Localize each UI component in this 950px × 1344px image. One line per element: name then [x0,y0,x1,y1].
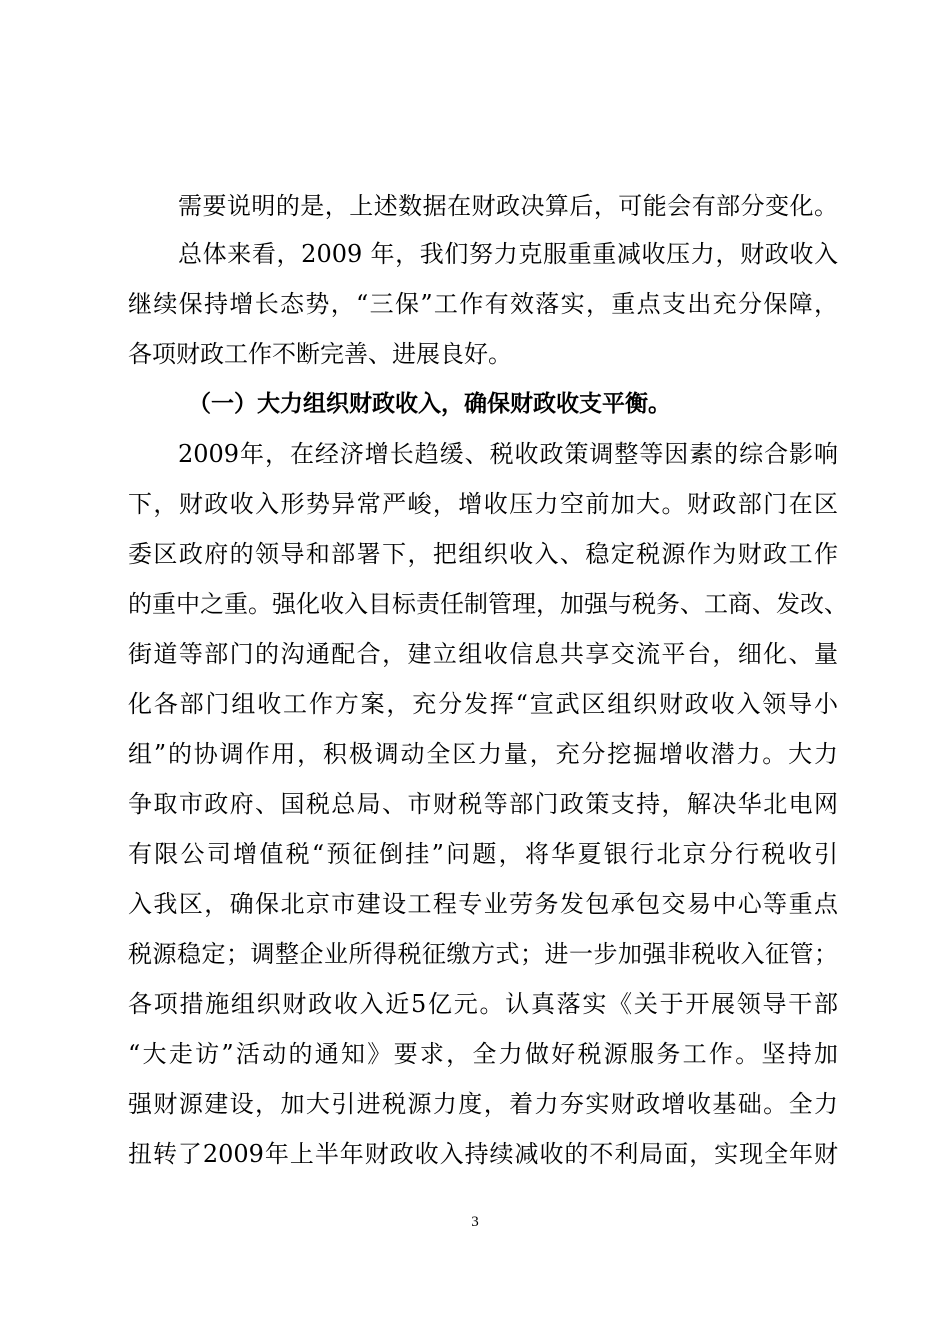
paragraph-body-line-13: “大走访”活动的通知》要求，全力做好税源服务工作。坚持加 [128,1040,838,1068]
paragraph-summary-line-2: 继续保持增长态势，“三保”工作有效落实，重点支出充分保障， [128,290,838,318]
paragraph-body-line-2: 下，财政收入形势异常严峻，增收压力空前加大。财政部门在区 [128,490,838,518]
paragraph-body-line-4: 的重中之重。强化收入目标责任制管理，加强与税务、工商、发改、 [128,590,848,618]
paragraph-body-line-14: 强财源建设，加大引进税源力度，着力夯实财政增收基础。全力 [128,1090,838,1118]
paragraph-body-line-1: 2009年，在经济增长趋缓、税收政策调整等因素的综合影响 [178,440,838,468]
paragraph-body-line-15: 扭转了2009年上半年财政收入持续减收的不利局面，实现全年财 [128,1140,838,1168]
paragraph-body-line-6: 化各部门组收工作方案，充分发挥“宣武区组织财政收入领导小 [128,690,838,718]
paragraph-summary-line-3: 各项财政工作不断完善、进展良好。 [128,340,512,368]
page-number: 3 [471,1214,479,1230]
paragraph-body-line-10: 入我区，确保北京市建设工程专业劳务发包承包交易中心等重点 [128,890,838,918]
paragraph-body-line-11: 税源稳定；调整企业所得税征缴方式；进一步加强非税收入征管； [128,940,838,968]
section-heading: （一）大力组织财政收入，确保财政收支平衡。 [188,391,671,417]
paragraph-body-line-7: 组”的协调作用，积极调动全区力量，充分挖掘增收潜力。大力 [128,740,838,768]
paragraph-body-line-12: 各项措施组织财政收入近5亿元。认真落实《关于开展领导干部 [128,990,838,1018]
paragraph-body-line-8: 争取市政府、国税总局、市财税等部门政策支持，解决华北电网 [128,790,838,818]
paragraph-body-line-9: 有限公司增值税“预征倒挂”问题，将华夏银行北京分行税收引 [128,840,838,868]
paragraph-note-line-1: 需要说明的是，上述数据在财政决算后，可能会有部分变化。 [178,192,838,220]
paragraph-body-line-5: 街道等部门的沟通配合，建立组收信息共享交流平台，细化、量 [128,640,838,668]
paragraph-body-line-3: 委区政府的领导和部署下，把组织收入、稳定税源作为财政工作 [128,540,838,568]
paragraph-summary-line-1: 总体来看，2009 年，我们努力克服重重减收压力，财政收入 [178,240,838,268]
